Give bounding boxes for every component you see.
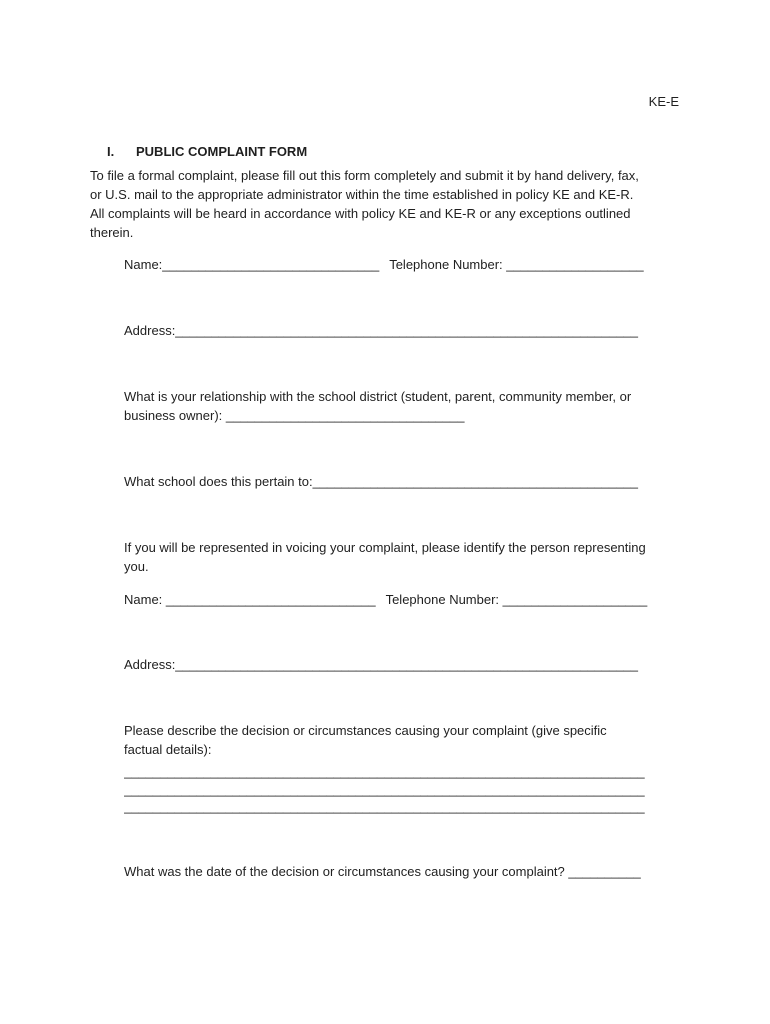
- describe-blank-line[interactable]: ________________________________________________________________________: [124, 799, 645, 814]
- relationship-prompt: What is your relationship with the school district (student, parent, community member, or: [124, 389, 632, 404]
- intro-line: therein.: [90, 224, 134, 240]
- representative-name-phone-row: [124, 591, 647, 610]
- section-heading: [107, 143, 307, 162]
- complainant-name-field[interactable]: Name:______________________________: [124, 257, 380, 272]
- form-title: PUBLIC COMPLAINT FORM: [136, 144, 308, 159]
- intro-line: or U.S. mail to the appropriate administrator within the time established in policy KE and KE-R.: [90, 186, 634, 202]
- describe-prompt-line: factual details):: [124, 741, 212, 757]
- describe-prompt-line: Please describe the decision or circumstances causing your complaint (give specific: [124, 723, 607, 738]
- date-question-field[interactable]: What was the date of the decision or circumstances causing your complaint? __________: [124, 864, 641, 879]
- representative-phone-field[interactable]: Telephone Number: ____________________: [385, 592, 648, 607]
- relationship-question: [124, 388, 631, 426]
- relationship-field[interactable]: business owner): _________________________________: [124, 407, 465, 423]
- complainant-address-field[interactable]: Address:________________________________________________________________: [124, 323, 639, 338]
- intro-line: All complaints will be heard in accordance with policy KE and KE-R or any exceptions outlined: [90, 205, 631, 221]
- complainant-name-phone-row: [124, 256, 644, 275]
- representative-prompt-line: If you will be represented in voicing your complaint, please identify the person representing: [124, 540, 646, 555]
- describe-blank-line[interactable]: ________________________________________________________________________: [124, 764, 645, 779]
- complainant-phone-field[interactable]: Telephone Number: ___________________: [389, 257, 644, 272]
- representative-address-field[interactable]: Address:________________________________________________________________: [124, 657, 639, 672]
- describe-prompt: [124, 722, 607, 760]
- school-field[interactable]: What school does this pertain to:_____________________________________________: [124, 474, 638, 489]
- describe-answer-area[interactable]: [124, 763, 679, 816]
- describe-blank-line[interactable]: ________________________________________________________________________: [124, 781, 645, 797]
- document-code: KE-E: [648, 94, 679, 109]
- intro-line: To file a formal complaint, please fill out this form completely and submit it by hand delivery, fax,: [90, 168, 639, 183]
- intro-paragraph: [90, 167, 690, 242]
- representative-prompt: [124, 539, 646, 577]
- representative-prompt-line: you.: [124, 558, 149, 574]
- section-number: I.: [107, 144, 115, 159]
- representative-name-field[interactable]: Name: _____________________________: [124, 592, 376, 607]
